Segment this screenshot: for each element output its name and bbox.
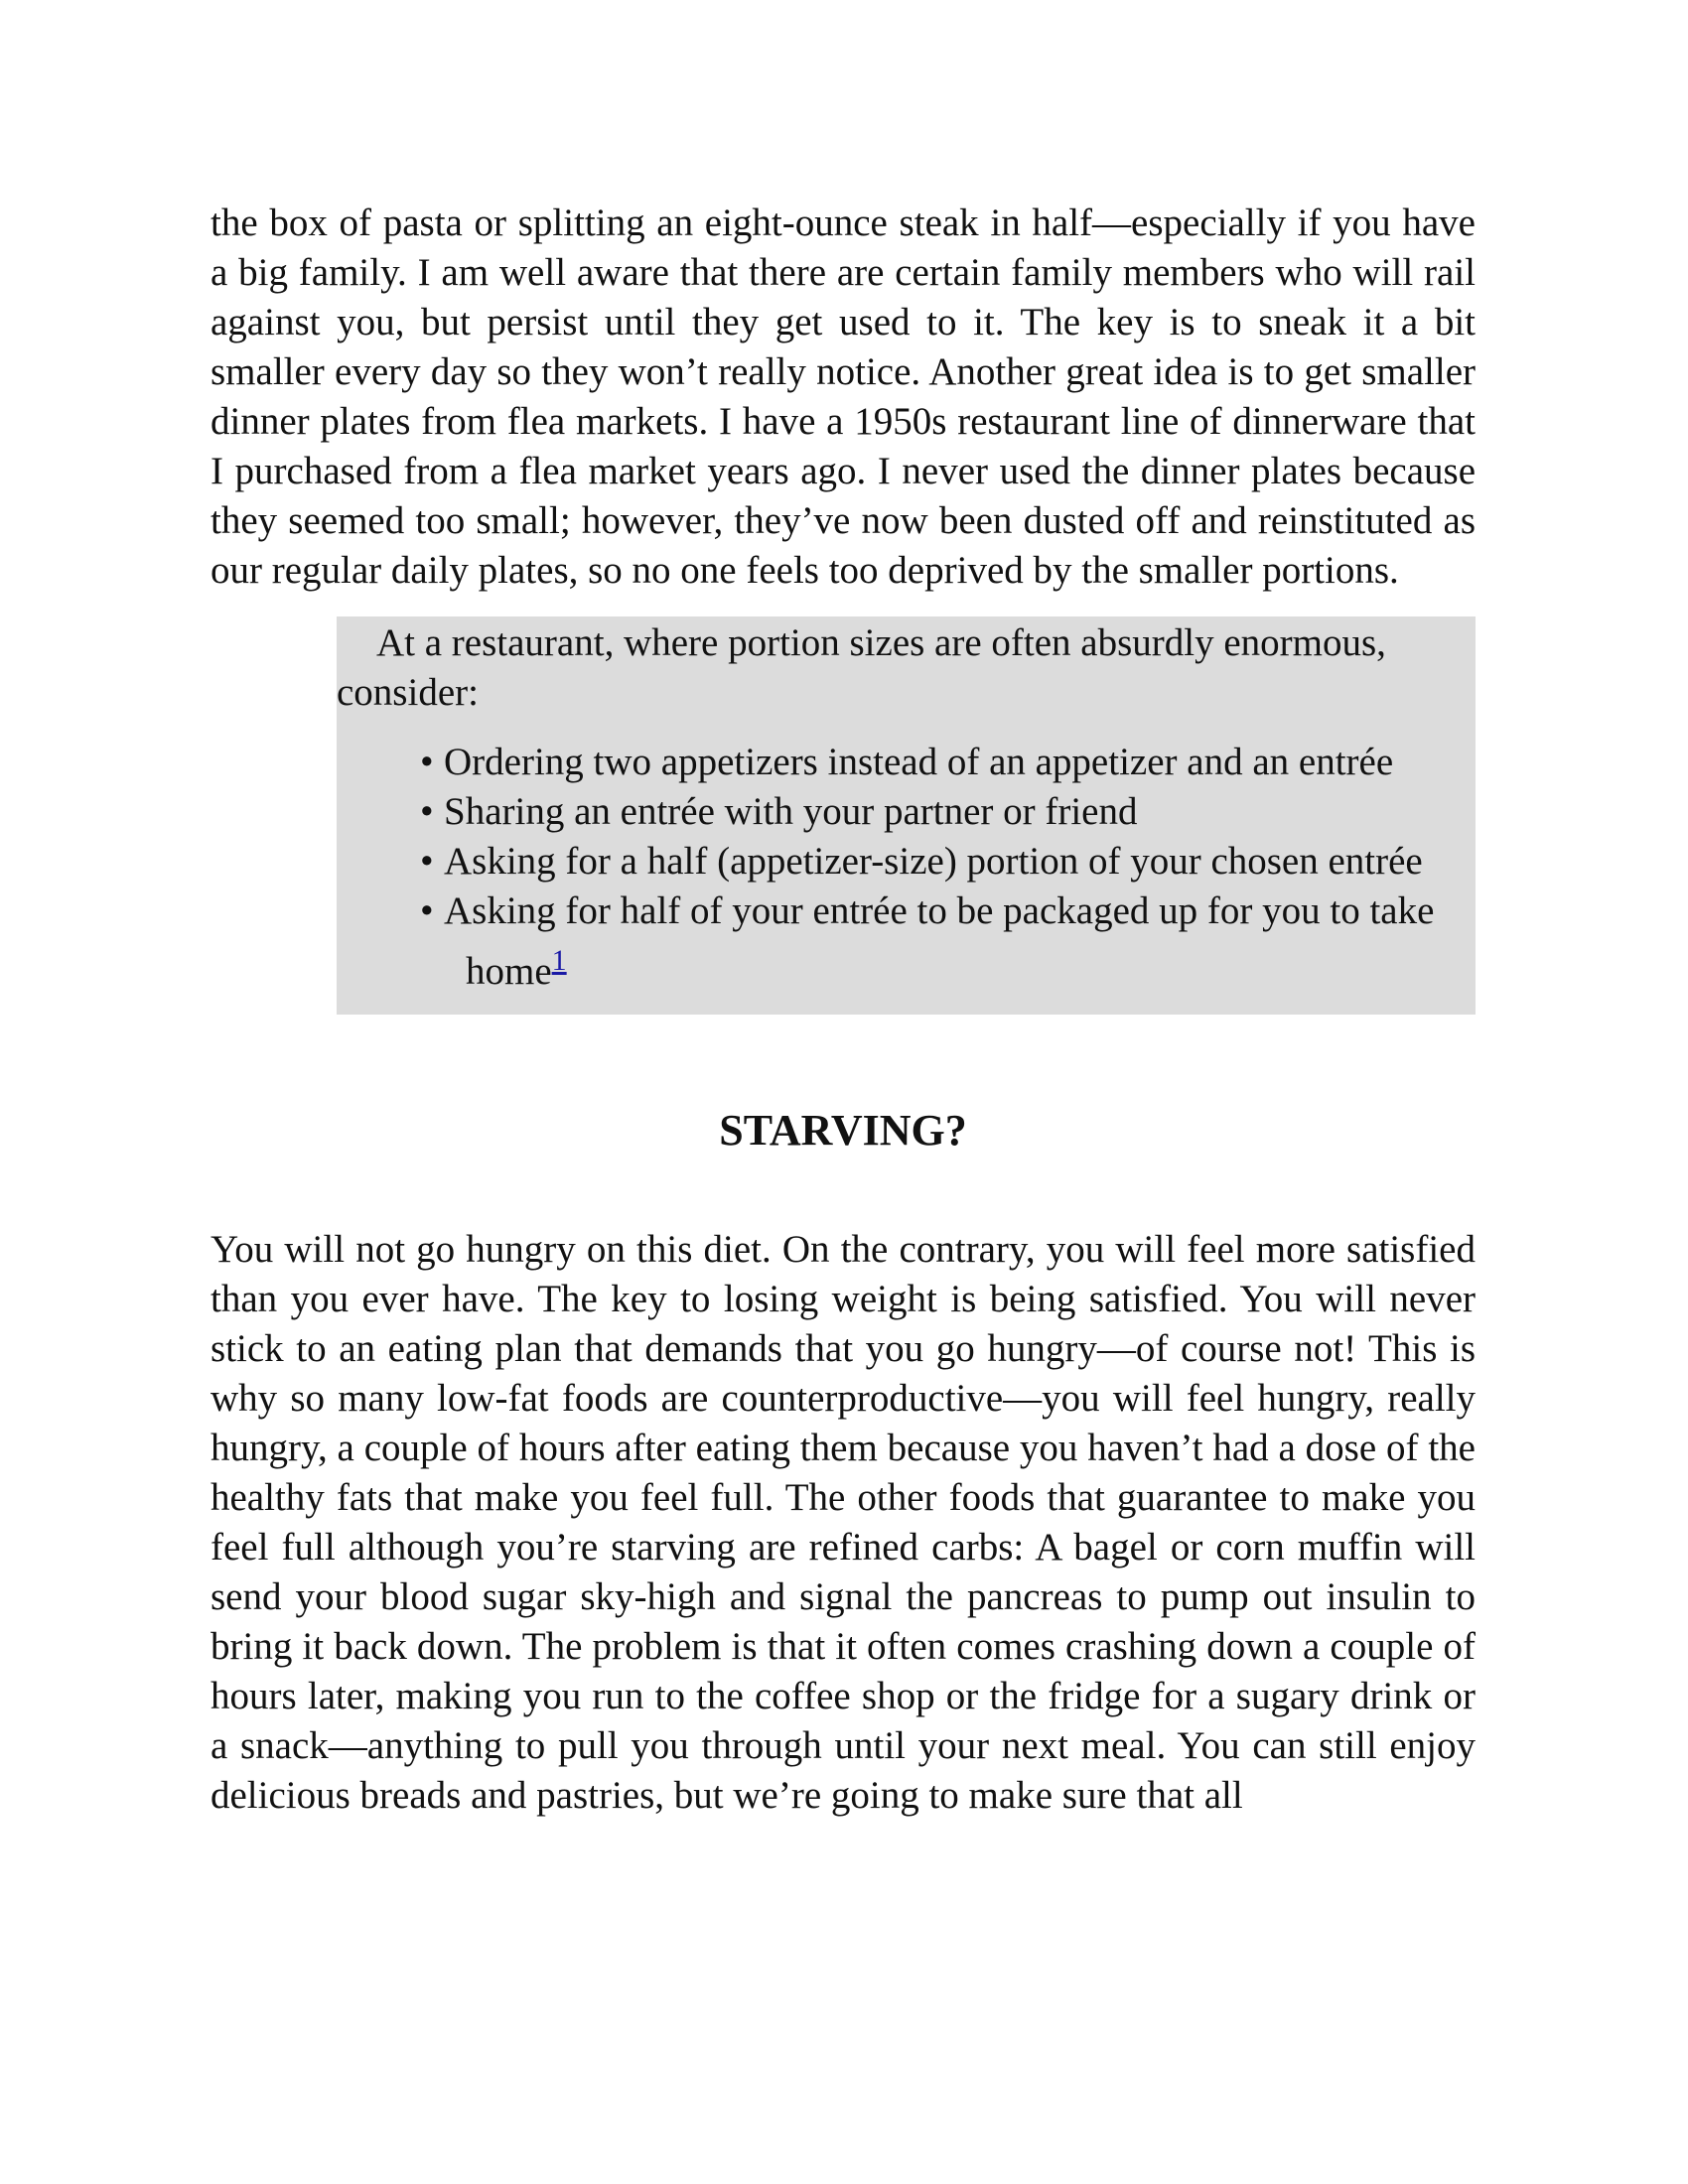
section-heading: STARVING? <box>719 1106 967 1155</box>
list-item-text: Ordering two appetizers instead of an appetizer and an entrée <box>444 741 1394 783</box>
bullet-icon: • <box>420 741 434 783</box>
footnote-link[interactable]: 1 <box>551 944 567 977</box>
document-page <box>211 199 1476 1821</box>
section-body-paragraph: You will not go hungry on this diet. On the contrary, you will feel more satisfied than you ever have. The key to losing weight is being satisfied. You will never stick to an eating plan that demands that you go hungry—of course not! This is why so many low-fat foods are counterproductive—you will feel hungry, really hungry, a couple of hours after eating them because you haven’t had a dose of the healthy fats that make you feel full. The other foods that guarantee to make you feel full although you’re starving are refined carbs: A bagel or corn muffin will send your blood sugar sky-high and signal the pancreas to pump out insulin to bring it back down. The problem is that it often comes crashing down a couple of hours later, making you run to the coffee shop or the fridge for a sugary drink or a snack—anything to pull you through until your next meal. You can still enjoy delicious breads and pastries, but we’re going to make sure that all <box>211 1228 1476 1817</box>
restaurant-tips-callout <box>337 616 1476 1015</box>
bullet-icon: • <box>420 889 434 932</box>
list-item <box>420 837 1476 887</box>
callout-intro: At a restaurant, where portion sizes are often absurdly enormous, consider: <box>337 621 1386 714</box>
bullet-icon: • <box>420 790 434 833</box>
list-item-text: Asking for half of your entrée to be packaged up for you to take home <box>444 889 1435 993</box>
callout-list <box>337 738 1476 997</box>
bullet-icon: • <box>420 840 434 883</box>
list-item-text: Sharing an entrée with your partner or friend <box>444 790 1138 833</box>
list-item <box>420 738 1476 787</box>
list-item <box>420 887 1476 997</box>
intro-paragraph: the box of pasta or splitting an eight-ounce steak in half—especially if you have a big family. I am well aware that there are certain family members who will rail against you, but persist until they get used to it. The key is to sneak it a bit smaller every day so they won’t really notice. Another great idea is to get smaller dinner plates from flea markets. I have a 1950s restaurant line of dinnerware that I purchased from a flea market years ago. I never used the dinner plates because they seemed too small; however, they’ve now been dusted off and reinstituted as our regular daily plates, so no one feels too deprived by the smaller portions. <box>211 202 1476 592</box>
list-item <box>420 787 1476 837</box>
list-item-text: Asking for a half (appetizer-size) portion of your chosen entrée <box>444 840 1423 883</box>
